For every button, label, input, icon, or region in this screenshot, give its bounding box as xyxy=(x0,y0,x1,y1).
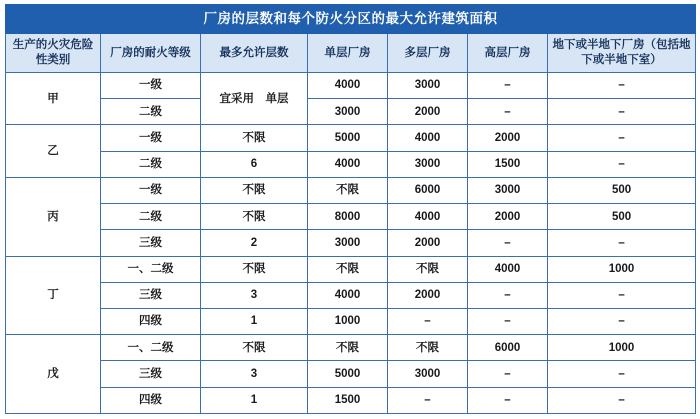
multi-story-cell: 3000 xyxy=(388,151,468,177)
high-rise-cell: – xyxy=(468,387,548,413)
fire-compartment-table xyxy=(5,4,696,414)
high-rise-cell: 3000 xyxy=(468,177,548,203)
underground-cell: – xyxy=(548,151,696,177)
underground-cell: – xyxy=(548,73,696,99)
page-title: 厂房的层数和每个防火分区的最大允许建筑面积 xyxy=(6,5,696,34)
multi-story-cell: 4000 xyxy=(388,204,468,230)
max-floors-cell: 1 xyxy=(201,308,308,334)
table-row xyxy=(6,125,696,151)
grade-cell: 一级 xyxy=(101,125,201,151)
max-floors-cell: 不限 xyxy=(201,335,308,361)
underground-cell: 1000 xyxy=(548,335,696,361)
underground-cell: – xyxy=(548,125,696,151)
high-rise-cell: 2000 xyxy=(468,204,548,230)
grade-cell: 一级 xyxy=(101,73,201,99)
high-rise-cell: – xyxy=(468,230,548,256)
single-story-cell: 不限 xyxy=(308,177,388,203)
grade-cell: 四级 xyxy=(101,308,201,334)
high-rise-cell: – xyxy=(468,308,548,334)
single-story-cell: 不限 xyxy=(308,256,388,282)
multi-story-cell: 3000 xyxy=(388,73,468,99)
table-header-row xyxy=(6,34,696,73)
table-row xyxy=(6,230,696,256)
underground-cell: 500 xyxy=(548,204,696,230)
category-cell: 丙 xyxy=(6,177,101,256)
high-rise-cell: – xyxy=(468,282,548,308)
column-header-multi-story: 多层厂房 xyxy=(388,34,468,73)
category-cell: 戊 xyxy=(6,335,101,414)
table-row xyxy=(6,177,696,203)
table-row xyxy=(6,99,696,125)
max-floors-cell: 不限 xyxy=(201,125,308,151)
grade-cell: 二级 xyxy=(101,99,201,125)
grade-cell: 四级 xyxy=(101,387,201,413)
underground-cell: – xyxy=(548,230,696,256)
table-row xyxy=(6,335,696,361)
single-story-cell: 3000 xyxy=(308,230,388,256)
high-rise-cell: – xyxy=(468,73,548,99)
max-floors-cell: 宜采用 单层 xyxy=(201,73,308,125)
grade-cell: 一级 xyxy=(101,177,201,203)
underground-cell: – xyxy=(548,361,696,387)
column-header-category: 生产的火灾危险性类别 xyxy=(6,34,101,73)
table-row xyxy=(6,282,696,308)
multi-story-cell: 6000 xyxy=(388,177,468,203)
table-row xyxy=(6,151,696,177)
grade-cell: 三级 xyxy=(101,230,201,256)
category-cell: 乙 xyxy=(6,125,101,177)
single-story-cell: 5000 xyxy=(308,125,388,151)
underground-cell: – xyxy=(548,308,696,334)
high-rise-cell: 6000 xyxy=(468,335,548,361)
grade-cell: 三级 xyxy=(101,282,201,308)
table-row xyxy=(6,256,696,282)
category-cell: 甲 xyxy=(6,73,101,125)
high-rise-cell: 1500 xyxy=(468,151,548,177)
table-row xyxy=(6,308,696,334)
max-floors-cell: 3 xyxy=(201,361,308,387)
table-row xyxy=(6,361,696,387)
column-header-fire-resistance-grade: 厂房的耐火等级 xyxy=(101,34,201,73)
max-floors-cell: 1 xyxy=(201,387,308,413)
high-rise-cell: 4000 xyxy=(468,256,548,282)
grade-cell: 一、二级 xyxy=(101,335,201,361)
single-story-cell: 8000 xyxy=(308,204,388,230)
high-rise-cell: – xyxy=(468,361,548,387)
single-story-cell: 5000 xyxy=(308,361,388,387)
multi-story-cell: 不限 xyxy=(388,335,468,361)
table-row xyxy=(6,387,696,413)
column-header-high-rise: 高层厂房 xyxy=(468,34,548,73)
high-rise-cell: 2000 xyxy=(468,125,548,151)
max-floors-cell: 不限 xyxy=(201,256,308,282)
max-floors-cell: 不限 xyxy=(201,177,308,203)
single-story-cell: 3000 xyxy=(308,99,388,125)
grade-cell: 一、二级 xyxy=(101,256,201,282)
underground-cell: 500 xyxy=(548,177,696,203)
grade-cell: 二级 xyxy=(101,204,201,230)
column-header-max-floors: 最多允许层数 xyxy=(201,34,308,73)
single-story-cell: 不限 xyxy=(308,335,388,361)
column-header-underground: 地下或半地下厂房（包括地下或半地下室） xyxy=(548,34,696,73)
multi-story-cell: 2000 xyxy=(388,230,468,256)
table-row xyxy=(6,204,696,230)
grade-cell: 二级 xyxy=(101,151,201,177)
multi-story-cell: 不限 xyxy=(388,256,468,282)
underground-cell: – xyxy=(548,99,696,125)
high-rise-cell: – xyxy=(468,99,548,125)
max-floors-cell: 3 xyxy=(201,282,308,308)
multi-story-cell: 4000 xyxy=(388,125,468,151)
multi-story-cell: 3000 xyxy=(388,361,468,387)
multi-story-cell: 2000 xyxy=(388,99,468,125)
underground-cell: – xyxy=(548,387,696,413)
max-floors-cell: 2 xyxy=(201,230,308,256)
underground-cell: – xyxy=(548,282,696,308)
single-story-cell: 1500 xyxy=(308,387,388,413)
single-story-cell: 4000 xyxy=(308,151,388,177)
single-story-cell: 4000 xyxy=(308,73,388,99)
multi-story-cell: – xyxy=(388,308,468,334)
max-floors-cell: 不限 xyxy=(201,204,308,230)
single-story-cell: 1000 xyxy=(308,308,388,334)
table-row xyxy=(6,73,696,99)
underground-cell: 1000 xyxy=(548,256,696,282)
category-cell: 丁 xyxy=(6,256,101,335)
table-title-row xyxy=(6,5,696,34)
single-story-cell: 4000 xyxy=(308,282,388,308)
table-body xyxy=(6,73,696,414)
multi-story-cell: – xyxy=(388,387,468,413)
max-floors-cell: 6 xyxy=(201,151,308,177)
column-header-single-story: 单层厂房 xyxy=(308,34,388,73)
grade-cell: 三级 xyxy=(101,361,201,387)
multi-story-cell: 2000 xyxy=(388,282,468,308)
